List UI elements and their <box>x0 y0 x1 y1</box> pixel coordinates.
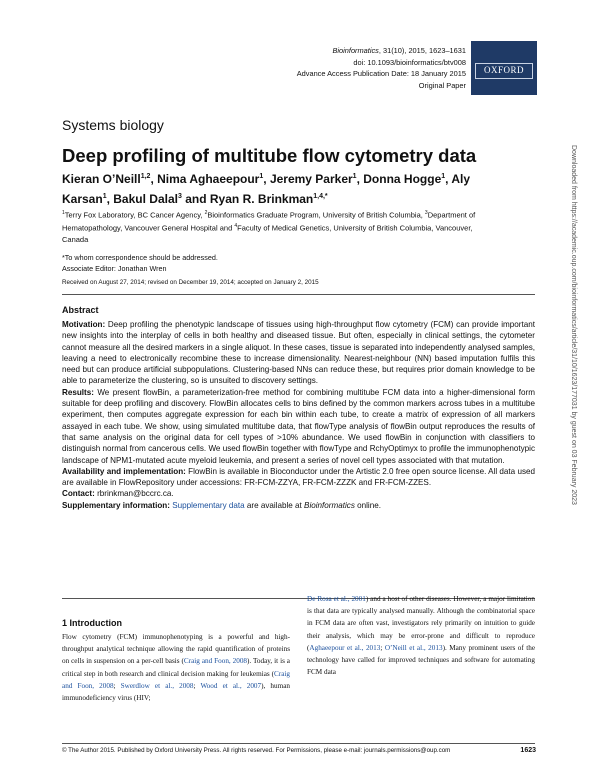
supplementary-mid: are available at <box>244 500 305 510</box>
author-name: Donna Hogge <box>363 172 442 186</box>
page-number: 1623 <box>520 747 536 754</box>
affiliation-marker: 3 <box>424 210 428 216</box>
affiliation-text: Bioinformatics Graduate Program, University of British Columbia, <box>207 210 425 220</box>
advance-access-date: Advance Access Publication Date: 18 January 2015 <box>296 69 466 79</box>
divider-footer <box>62 743 535 744</box>
author-affiliation-marker: 1,2 <box>140 173 151 180</box>
body-text: Flow cytometry (FCM) immunophenotyping is a powerful and high-throughput analytical technique allowing the rapid quantification of proteins on cells in suspension on a per-cell basis ( <box>62 633 290 666</box>
oxford-logo <box>471 41 537 95</box>
correspondence-block <box>62 252 218 274</box>
journal-name: Bioinformatics <box>332 46 379 55</box>
author-name: Jeremy Parker <box>269 172 353 186</box>
citation-link[interactable]: Craig and Foon, 2008 <box>62 669 290 690</box>
supplementary-data-link[interactable]: Supplementary data <box>172 500 245 510</box>
divider-top <box>62 294 535 295</box>
citation-link[interactable]: O’Neill et al., 2013 <box>384 643 443 652</box>
contact-email[interactable]: rbrinkman@bccrc.ca. <box>94 489 174 499</box>
introduction-column-right <box>307 593 535 678</box>
introduction-column-left <box>62 631 290 704</box>
abstract-results <box>62 387 535 466</box>
abstract-supplementary <box>62 500 535 511</box>
citation-link[interactable]: Swerdlow et al., 2008 <box>120 681 194 690</box>
affiliation-text: Terry Fox Laboratory, BC Cancer Agency, <box>64 210 205 220</box>
results-label: Results: <box>62 387 94 397</box>
body-text: ; <box>380 643 385 652</box>
introduction-heading: 1 Introduction <box>62 618 122 628</box>
paper-title: Deep profiling of multitube flow cytometry data <box>62 145 477 166</box>
correspondence-note: *To whom correspondence should be addressed. <box>62 253 218 262</box>
supplementary-label: Supplementary information: <box>62 500 170 510</box>
affiliation-marker: 4 <box>234 222 238 229</box>
article-header-info <box>297 45 466 91</box>
author-name: Aly Karsan <box>62 172 471 206</box>
citation-link[interactable]: Aghaeepour et al., 2013 <box>309 643 381 652</box>
citation-details: , 31(10), 2015, 1623–1631 <box>378 46 466 55</box>
body-text: ; <box>193 681 201 690</box>
citation-link[interactable]: Wood et al., 2007 <box>200 681 262 690</box>
affiliation-text: Department of Hematopathology, Vancouver General Hospital and <box>62 210 476 233</box>
author-name: Bakul Dalal <box>113 192 178 206</box>
contact-label: Contact: <box>62 489 95 499</box>
author-affiliation-marker: 1 <box>441 173 446 180</box>
section-label: Systems biology <box>62 117 164 133</box>
author-affiliation-marker: 1 <box>352 173 357 180</box>
body-text: ). Today, it is a critical step in both research and clinical decision making for leukemias ( <box>62 657 290 678</box>
citation-link[interactable]: De Rosa et al., 2001 <box>307 595 366 603</box>
author-name: Nima Aghaeepour <box>157 172 260 186</box>
body-text: ). Many prominent users of the technology have called for improved techniques and software for automating FCM data <box>307 643 536 677</box>
availability-text: FlowBin is available in Bioconductor under the Artistic 2.0 free open source license. All data used are available in FlowRepository under accessions: FR-FCM-ZZYA, FR-FCM-ZZZK and FR-FCM-ZZES. <box>62 466 535 488</box>
affiliation-marker: 2 <box>204 210 208 216</box>
doi[interactable]: doi: 10.1093/bioinformatics/btv008 <box>353 57 466 67</box>
body-text: ; <box>113 681 121 690</box>
abstract-availability <box>62 466 535 489</box>
author-affiliation-marker: 1,4,* <box>313 193 328 200</box>
author-affiliation-marker: 1 <box>102 193 107 200</box>
author-name: Kieran O’Neill <box>62 172 141 186</box>
body-text: ) and a host of other diseases. However, a major limitation is that data are typically analysed manually. Although the combinatorial space in FCM data are often vast, investigators rely primarily on intuition to guide their analysis, which may be error-prone and difficult to reproduce ( <box>307 595 535 652</box>
affiliation-text: Faculty of Medical Genetics, University of British Columbia, Vancouver, Canada <box>62 223 473 244</box>
abstract-motivation <box>62 319 535 387</box>
supplementary-journal: Bioinformatics <box>304 500 355 510</box>
body-text: ), human immunodeficiency virus (HIV; <box>62 681 290 703</box>
journal-citation <box>297 45 466 57</box>
download-watermark-text: Downloaded from https://academic.oup.com/bioinformatics/article/31/10/1623/177031 by guest on 03 February 2023 <box>570 145 577 505</box>
citation-link[interactable]: Craig and Foon, 2008 <box>183 657 248 666</box>
author-affiliation-marker: 1 <box>259 173 264 180</box>
availability-label: Availability and implementation: <box>62 466 186 476</box>
abstract-heading: Abstract <box>62 305 99 315</box>
abstract-contact <box>62 488 535 499</box>
received-dates: Received on August 27, 2014; revised on December 19, 2014; accepted on January 2, 2015 <box>62 279 319 286</box>
affiliation-marker: 1 <box>62 210 65 216</box>
abstract-body <box>62 319 535 511</box>
motivation-label: Motivation: <box>62 320 106 329</box>
supplementary-end: online. <box>354 500 381 510</box>
article-type: Original Paper <box>418 80 466 90</box>
motivation-text: Deep profiling the phenotypic landscape of tissues using high-throughput flow cytometry (FCM) can provide important new insights into the interplay of cells in both healthy and diseased tissue. But often, especially in clinical settings, the cytometer cannot measure all the desired markers in a single aliquot. In these cases, tissue is separated into independently analysed samples, leaving a need to electronically recombine these to increase dimensionality. Nearest-neighbour (NN) based imputation fulfils this need but can produce artificial subpopulations. Clustering-based NNs can reduce these, but requires prior domain knowledge to be able to parameterize the clustering, so is unsuited to discovery settings. <box>62 320 535 386</box>
copyright-footer: © The Author 2015. Published by Oxford University Press. All rights reserved. For Permissions, please e-mail: journals.permissions@oup.com <box>62 747 451 754</box>
results-text: We present flowBin, a parameterization-free method for combining multitube FCM data into a higher-dimensional form suitable for deep profiling and discovery. FlowBin allocates cells to bins defined by the common markers across tubes in a multitube experiment, then computes aggregate expression for each bin within each tube, to create a matrix of expression of all markers assayed in each tube. We show, using simulated multitube data, that flowType analysis of flowBin output reproduces the results of that same analysis on the original data for cell types of >10% abundance. We used flowBin in conjunction with classifiers to distinguish normal from cancerous cells. We used flowBin together with flowType and RchyOptimyx to profile the immunophenotypic landscape of NPM1-mutated acute myeloid leukemia, and present a series of novel cell types associated with that mutation. <box>62 387 535 465</box>
affiliations <box>62 208 482 245</box>
logo-text: OXFORD <box>483 65 524 75</box>
author-name: Ryan R. Brinkman <box>209 192 314 206</box>
author-list: Kieran O’Neill$^{1,2}$, Nima Aghaeepour$^1$, Jeremy Parker$^1$, Donna Hogge$^1$, Aly Karsan$^1$, Bakul Dalal$^3$ and Ryan R. Brinkman$^{1,4,*}$ <box>62 172 471 206</box>
author-affiliation-marker: 3 <box>177 193 182 200</box>
associate-editor: Associate Editor: Jonathan Wren <box>62 264 167 273</box>
